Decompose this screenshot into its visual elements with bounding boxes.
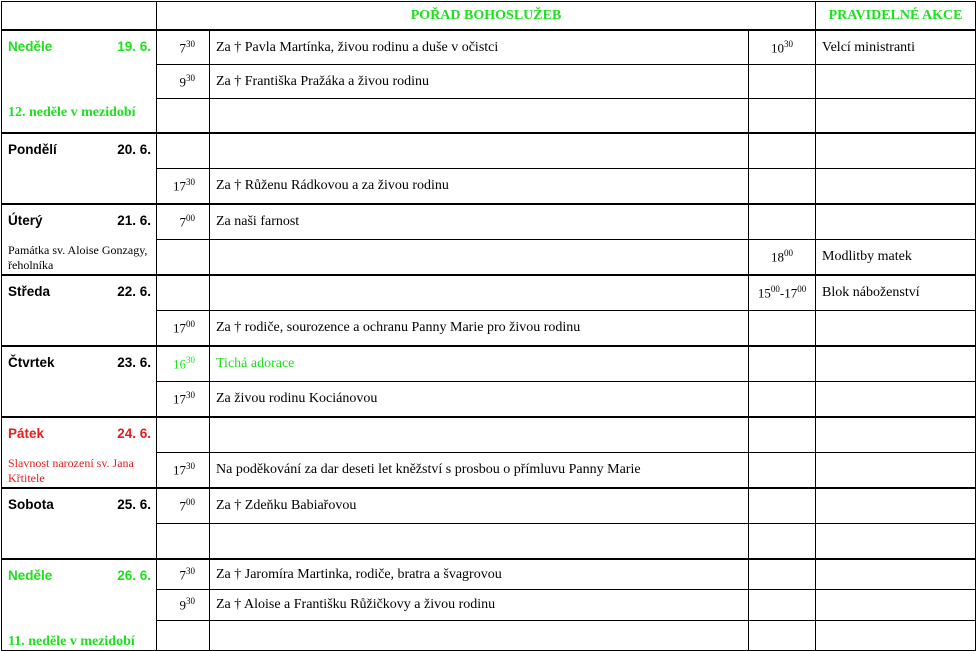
mass-time [157,559,210,590]
schedule-title: POŘAD BOHOSLUŽEB [157,2,816,31]
action-label [816,488,976,524]
day-cell [2,30,157,133]
mass-time [157,204,210,240]
mass-time-minute: 30 [186,177,195,188]
day-heading [8,426,151,441]
mass-time [157,65,210,99]
mass-time-hour: 17 [173,462,186,478]
action-time-minute: 00 [770,284,780,295]
mass-intention [210,620,749,650]
mass-intention [210,524,749,560]
day-name: Neděle [8,39,53,54]
day-cell [2,204,157,275]
mass-intention [210,240,749,276]
day-date: 25. 6. [117,497,151,512]
mass-time-hour: 17 [173,320,186,336]
mass-time [157,346,210,382]
mass-time-minute: 30 [186,38,195,49]
table-row [2,133,976,169]
action-time [749,559,816,590]
mass-intention: Za † Jaromíra Martinka, rodiče, bratra a švagrovou [210,559,749,590]
mass-intention [210,99,749,134]
header-row [2,2,976,31]
action-time [749,311,816,347]
mass-time-minute: 30 [186,355,195,366]
action-time [749,240,816,276]
mass-time-hour: 9 [179,74,186,90]
mass-intention [210,417,749,453]
mass-time-hour: 7 [179,214,186,230]
day-date: 23. 6. [117,355,151,370]
mass-time-hour: 17 [173,178,186,194]
day-heading [8,497,151,512]
table-row [2,417,976,453]
day-cell [2,488,157,559]
table-row [2,275,976,311]
action-label [816,559,976,590]
mass-time-minute: 00 [186,319,195,330]
action-time-hour: 18 [771,249,785,265]
action-label [816,133,976,169]
action-time [749,275,816,311]
mass-time [157,275,210,311]
mass-time-hour: 17 [173,391,186,407]
action-time-minute: 30 [784,38,794,49]
mass-time [157,382,210,418]
mass-time [157,240,210,276]
mass-time [157,99,210,134]
mass-intention: Na poděkování za dar deseti let kněžství s prosbou o přímluvu Panny Marie [210,453,749,489]
day-heading [8,142,151,157]
action-label [816,204,976,240]
action-label [816,169,976,205]
mass-intention: Za † rodiče, sourozence a ochranu Panny Marie pro živou rodinu [210,311,749,347]
mass-time-hour: 7 [179,567,186,583]
day-date: 24. 6. [117,426,151,441]
action-time [749,65,816,99]
mass-time [157,590,210,620]
mass-time [157,30,210,65]
mass-time-minute: 00 [186,213,195,224]
day-date: 20. 6. [117,142,151,157]
mass-time [157,620,210,650]
action-label [816,311,976,347]
mass-intention: Za † Růženu Rádkovou a za živou rodinu [210,169,749,205]
day-cell [2,417,157,488]
mass-intention [210,133,749,169]
action-time [749,133,816,169]
mass-time-hour: 9 [179,597,186,613]
action-time-dash: - [779,285,785,301]
table-row [2,346,976,382]
day-cell [2,133,157,204]
action-label [816,382,976,418]
action-time [749,346,816,382]
action-time [749,453,816,489]
mass-time [157,453,210,489]
action-label: Blok náboženství [816,275,976,311]
day-name: Pátek [8,426,45,441]
schedule-table [1,1,976,651]
mass-intention: Tichá adorace [210,346,749,382]
mass-time [157,311,210,347]
action-time-hour: 10 [771,40,785,56]
mass-intention: Za živou rodinu Kociánovou [210,382,749,418]
table-row [2,204,976,240]
action-label [816,453,976,489]
day-heading [8,213,151,228]
mass-time-hour: 7 [179,40,186,56]
day-cell [2,346,157,417]
mass-intention: Za † Aloise a Františku Růžičkovy a živou rodinu [210,590,749,620]
mass-intention: Za † Pavla Martínka, živou rodinu a duše v očistci [210,30,749,65]
day-cell [2,559,157,651]
action-time [749,169,816,205]
table-row [2,30,976,65]
mass-intention [210,275,749,311]
action-label [816,65,976,99]
day-name: Neděle [8,568,53,583]
action-label [816,417,976,453]
action-label: Modlitby matek [816,240,976,276]
action-time [749,488,816,524]
mass-time [157,524,210,560]
action-time-hour: 15 [757,285,771,301]
action-label [816,590,976,620]
mass-time-minute: 30 [186,461,195,472]
mass-time-hour: 7 [179,498,186,514]
action-time-minute: 00 [784,248,794,259]
mass-time-minute: 30 [186,390,195,401]
mass-time-minute: 30 [186,596,195,607]
day-date: 26. 6. [117,568,151,583]
day-heading [8,355,151,370]
day-date: 19. 6. [117,39,151,54]
mass-intention: Za † Zdeňku Babiařovou [210,488,749,524]
mass-time-hour: 16 [173,356,186,372]
day-heading [8,39,151,54]
action-label [816,620,976,650]
action-time [749,620,816,650]
action-time-end-minute: 00 [797,284,807,295]
day-heading [8,284,151,299]
action-time [749,524,816,560]
mass-time [157,133,210,169]
mass-intention: Za † Františka Pražáka a živou rodinu [210,65,749,99]
mass-time-minute: 30 [186,566,195,577]
day-note: Památka sv. Aloise Gonzagy, řeholníka [8,243,148,272]
day-cell [2,275,157,346]
mass-time [157,169,210,205]
day-note: Slavnost narození sv. Jana Křtitele [8,456,134,485]
action-label: Velcí ministranti [816,30,976,65]
header-blank [2,2,157,31]
day-note: 12. neděle v mezidobí [8,105,136,120]
action-time [749,590,816,620]
day-name: Sobota [8,497,54,512]
day-date: 22. 6. [117,284,151,299]
mass-intention: Za naši farnost [210,204,749,240]
mass-time [157,417,210,453]
action-time [749,99,816,134]
action-time [749,382,816,418]
action-time [749,417,816,453]
mass-time [157,488,210,524]
day-date: 21. 6. [117,213,151,228]
action-label [816,99,976,134]
day-name: Čtvrtek [8,355,55,370]
day-heading [8,568,151,583]
day-name: Úterý [8,213,43,228]
mass-time-minute: 00 [186,497,195,508]
action-time-end-hour: 17 [784,285,798,301]
actions-title: PRAVIDELNÉ AKCE [816,2,976,31]
day-name: Pondělí [8,142,57,157]
table-row [2,488,976,524]
action-time [749,30,816,65]
action-label [816,524,976,560]
day-name: Středa [8,284,51,299]
table-row [2,559,976,590]
action-label [816,346,976,382]
day-note: 11. neděle v mezidobí [8,634,135,649]
mass-time-minute: 30 [186,72,195,83]
action-time [749,204,816,240]
